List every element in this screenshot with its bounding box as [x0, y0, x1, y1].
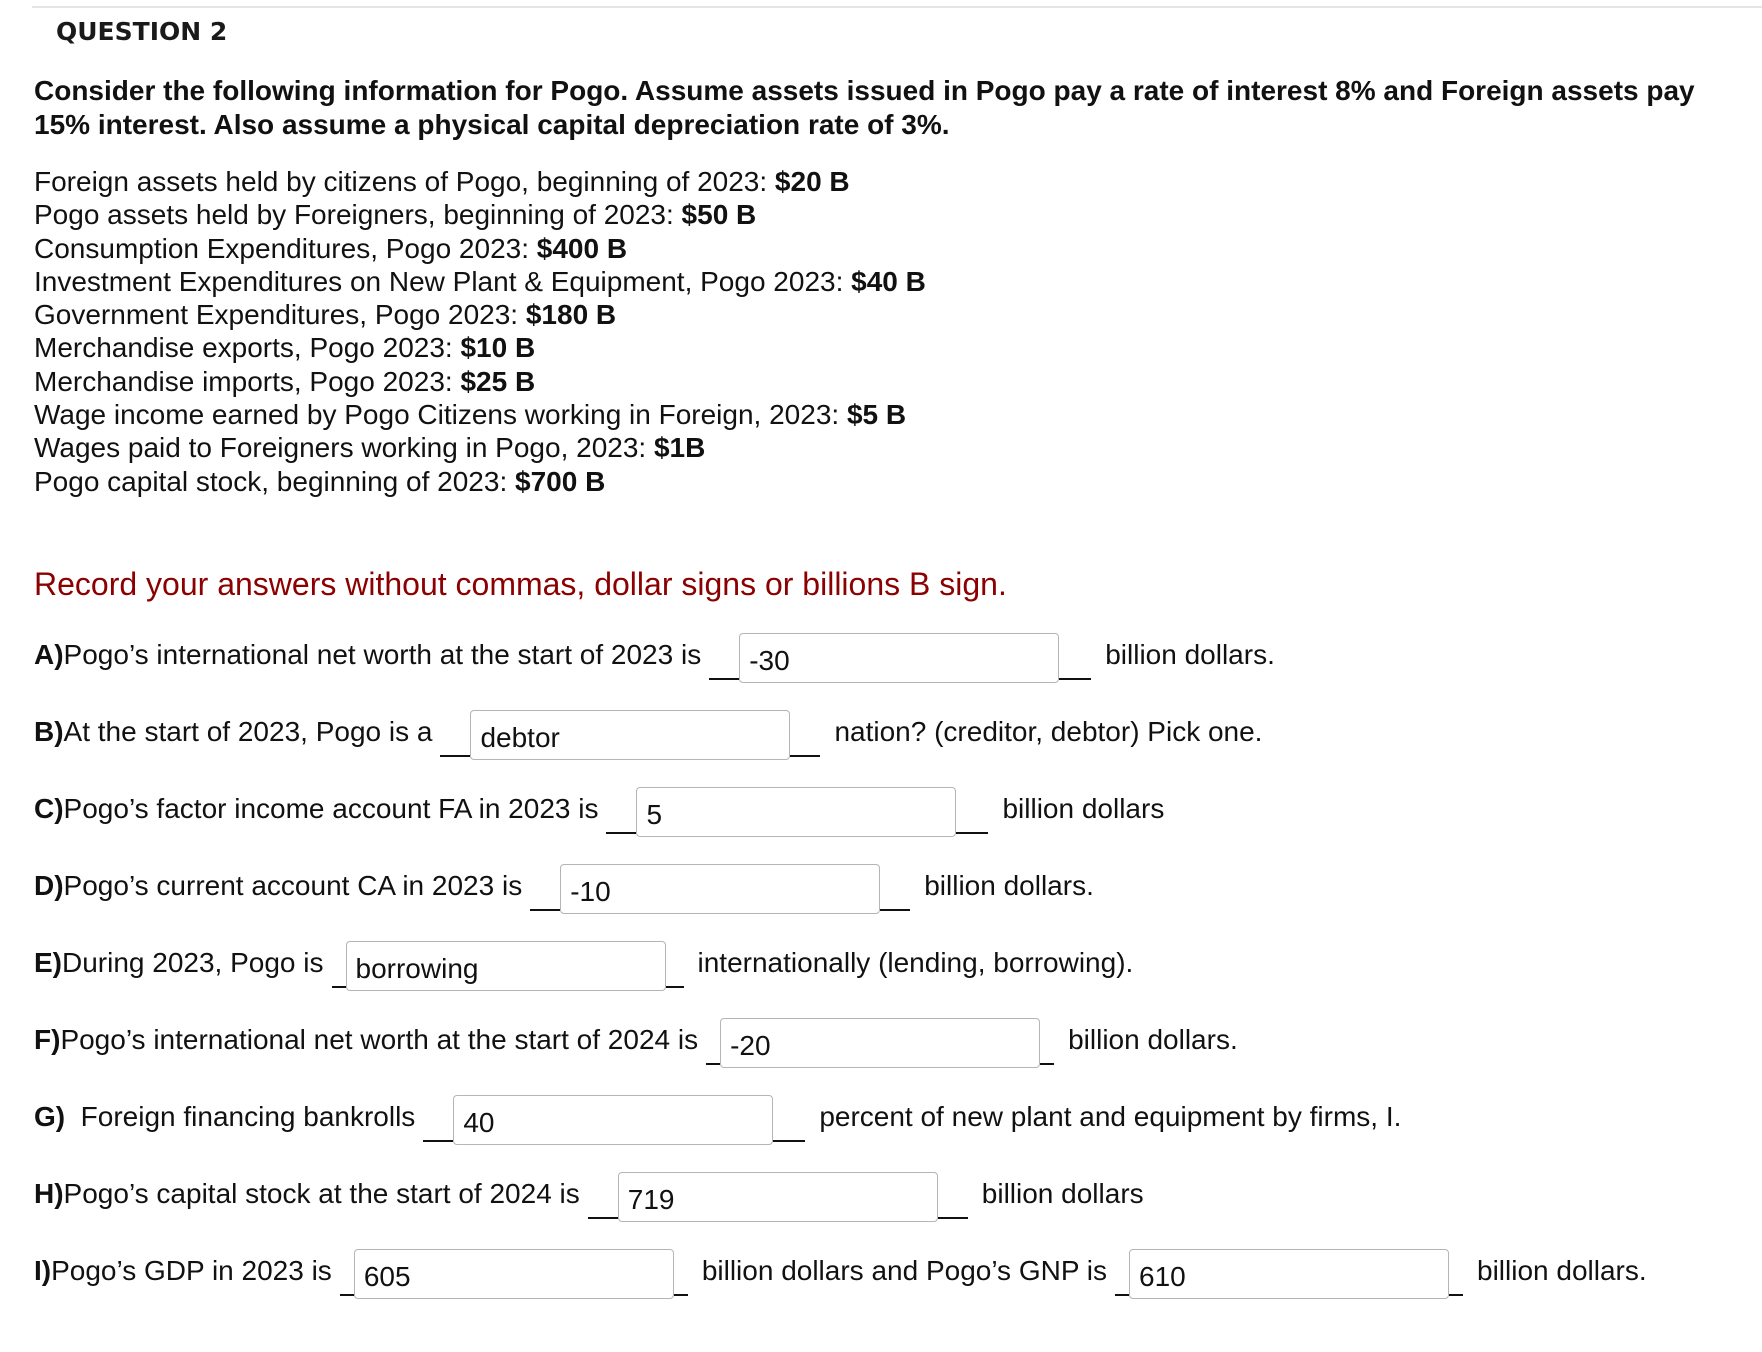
fact-item [34, 165, 926, 198]
question-prompt: Pogo’s current account CA in 2023 is [63, 870, 523, 901]
fact-item [34, 331, 926, 364]
fact-label: Consumption Expenditures, Pogo 2023: [34, 232, 537, 264]
answer-blank [440, 704, 820, 760]
fact-item [34, 265, 926, 298]
fact-value: $40 B [851, 265, 926, 297]
question-b [34, 704, 1262, 760]
question-suffix: internationally (lending, borrowing). [697, 947, 1134, 978]
answer-blank [423, 1089, 805, 1145]
question-suffix: nation? (creditor, debtor) Pick one. [834, 716, 1263, 747]
question-suffix: billion dollars and Pogo’s GNP is [701, 1255, 1108, 1286]
answer-blank [709, 627, 1091, 683]
fact-value: $20 B [774, 166, 850, 197]
answer-blank [340, 1243, 688, 1299]
answer-c-input[interactable] [636, 787, 956, 837]
question-h [34, 1166, 1144, 1222]
question-suffix: billion dollars. [1105, 639, 1275, 670]
question-letter: G) [34, 1101, 66, 1132]
facts-list [34, 165, 926, 498]
answer-d-input[interactable] [560, 864, 880, 914]
fact-label: Pogo assets held by Foreigners, beginning of 2023: [34, 199, 682, 231]
fact-label: Wage income earned by Pogo Citizens working in Foreign, 2023: [34, 399, 847, 431]
fact-item [34, 198, 926, 231]
fact-label: Merchandise imports, Pogo 2023: [34, 365, 461, 397]
answer-blank [332, 935, 684, 991]
fact-value: $25 B [460, 365, 536, 397]
question-prompt: Pogo’s international net worth at the start of 2024 is [60, 1024, 699, 1055]
question-prompt: Pogo’s GDP in 2023 is [51, 1255, 332, 1286]
question-suffix: billion dollars [981, 1178, 1144, 1209]
question-e [34, 935, 1133, 991]
question-suffix: billion dollars. [1477, 1255, 1647, 1286]
question-prompt: Pogo’s capital stock at the start of 2024 is [63, 1178, 580, 1209]
answer-instruction: Record your answers without commas, dollar signs or billions B sign. [34, 566, 1007, 602]
question-f [34, 1012, 1238, 1068]
question-letter: E) [34, 947, 62, 978]
fact-label: Investment Expenditures on New Plant & Equipment, Pogo 2023: [34, 265, 852, 297]
fact-label: Merchandise exports, Pogo 2023: [34, 332, 461, 364]
fact-item [34, 232, 926, 265]
answer-g-input[interactable] [453, 1095, 773, 1145]
fact-label: Foreign assets held by citizens of Pogo, beginning of 2023: [34, 166, 775, 197]
fact-item [34, 398, 926, 431]
answer-b-input[interactable] [470, 710, 790, 760]
question-suffix: billion dollars. [1068, 1024, 1238, 1055]
question-i [34, 1243, 1647, 1299]
question-a [34, 627, 1275, 683]
answer-blank [588, 1166, 968, 1222]
answer-i-gnp-input[interactable] [1129, 1249, 1449, 1299]
answer-blank [606, 781, 988, 837]
question-suffix: percent of new plant and equipment by firms, I. [819, 1101, 1402, 1132]
fact-value: $10 B [460, 332, 536, 364]
question-letter: H) [34, 1178, 64, 1209]
question-prompt: During 2023, Pogo is [62, 947, 324, 978]
question-prompt: At the start of 2023, Pogo is a [63, 716, 433, 747]
question-prompt: Foreign financing bankrolls [65, 1101, 416, 1132]
fact-value: $700 B [515, 465, 606, 497]
answer-h-input[interactable] [618, 1172, 938, 1222]
answer-f-input[interactable] [720, 1018, 1040, 1068]
fact-item [34, 465, 926, 498]
question-prompt: Pogo’s factor income account FA in 2023 is [63, 793, 599, 824]
fact-value: $50 B [681, 199, 757, 231]
answer-blank [530, 858, 910, 914]
top-divider [32, 6, 1762, 8]
fact-value: $5 B [846, 399, 907, 431]
answer-blank [706, 1012, 1054, 1068]
question-intro: Consider the following information for Pogo. Assume assets issued in Pogo pay a rate of interest 8% and Foreign assets pay 15% interest. Also assume a physical capital depreciation rate of 3%. [34, 75, 1695, 140]
question-letter: F) [34, 1024, 61, 1055]
question-letter: D) [34, 870, 64, 901]
question-g [34, 1089, 1401, 1145]
fact-item [34, 365, 926, 398]
question-suffix: billion dollars [1002, 793, 1165, 824]
question-prompt: Pogo’s international net worth at the start of 2023 is [63, 639, 702, 670]
fact-item [34, 298, 926, 331]
question-c [34, 781, 1164, 837]
question-letter: I) [34, 1255, 52, 1286]
question-letter: C) [34, 793, 64, 824]
fact-label: Pogo capital stock, beginning of 2023: [34, 465, 516, 497]
fact-value: $1B [653, 432, 706, 464]
question-title: QUESTION 2 [56, 17, 228, 46]
question-letter: A) [34, 639, 64, 670]
answer-blank [1115, 1243, 1463, 1299]
fact-label: Wages paid to Foreigners working in Pogo, 2023: [34, 432, 654, 464]
answer-e-input[interactable] [346, 941, 666, 991]
fact-label: Government Expenditures, Pogo 2023: [34, 299, 526, 331]
question-d [34, 858, 1094, 914]
question-letter: B) [34, 716, 64, 747]
answer-a-input[interactable] [739, 633, 1059, 683]
answer-i-gdp-input[interactable] [354, 1249, 674, 1299]
question-suffix: billion dollars. [924, 870, 1094, 901]
fact-value: $400 B [536, 232, 628, 264]
fact-item [34, 431, 926, 464]
fact-value: $180 B [525, 299, 617, 331]
